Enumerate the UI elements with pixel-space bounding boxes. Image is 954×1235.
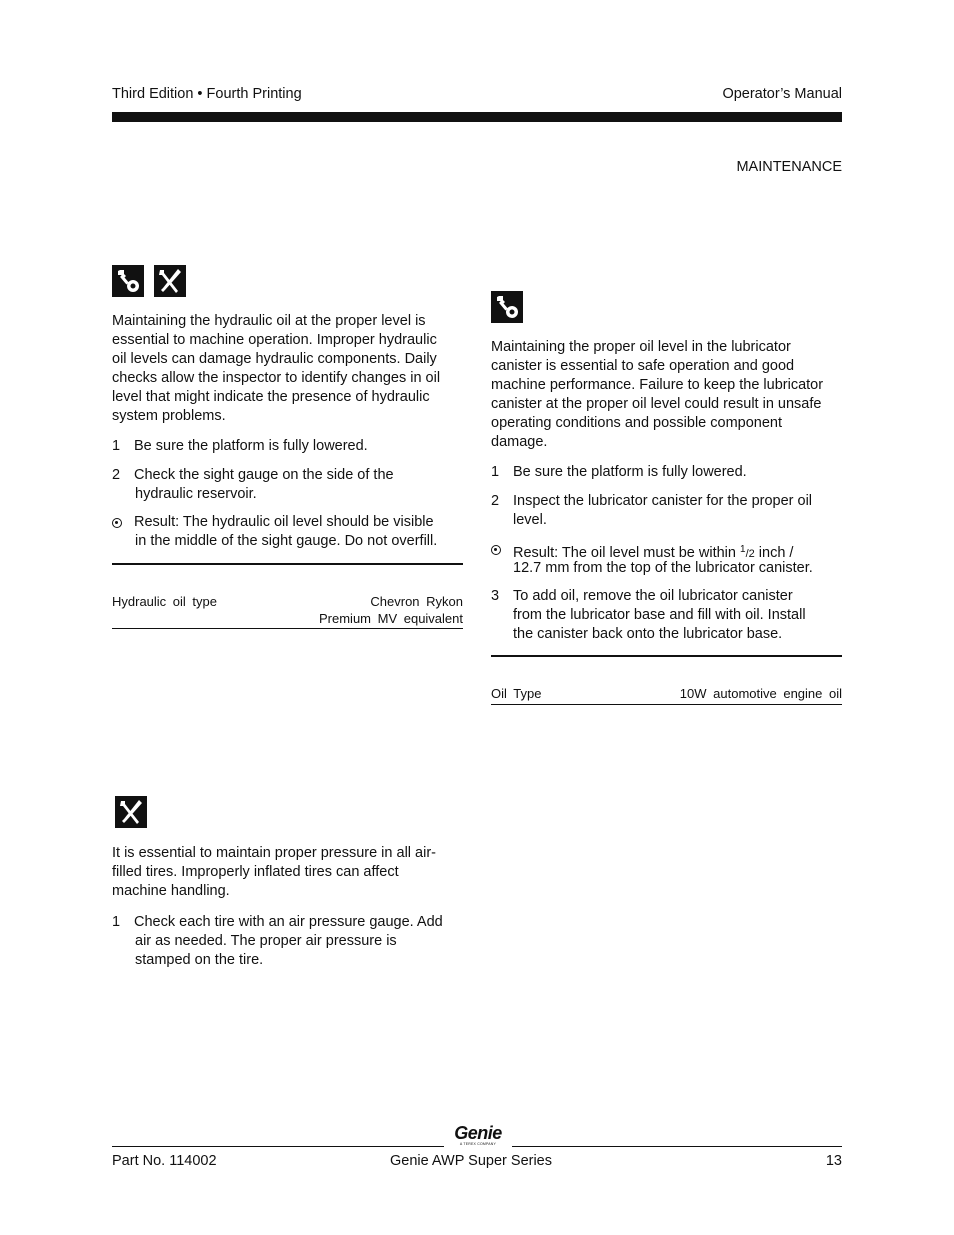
lubricator-step-3: 3 To add oil, remove the oil lubricator canister from the lubricator base and fill with oil. Install the canister back onto the lubricator base. [491,588,806,642]
footer-rule-left [112,1146,444,1147]
lubricator-intro: Maintaining the proper oil level in the lubricator canister is essential to safe operation and good machine performance. Failure to keep the lubricator canister at the proper oil level could result in unsafe operating conditions and possible component damage. [491,339,824,450]
result-icon [491,545,501,555]
wrench-gear-icon [112,265,144,297]
manual-title: Operator’s Manual [722,86,842,102]
tires-step-1: 1 Check each tire with an air pressure gauge. Add air as needed. The proper air pressure is stamped on the tire. [112,914,443,968]
wrench-screwdriver-icon [154,265,186,297]
lubricator-result: Result: The oil level must be within $^1$/2 inch / 12.7 mm from the top of the lubricator canister. [491,540,846,580]
footer-rule-right [512,1146,842,1147]
lubricator-table-top-rule [491,655,842,657]
lubricator-step-2: 2 Inspect the lubricator canister for the proper oil level. [491,493,813,528]
hydraulic-result: Result: The hydraulic oil level should be visible in the middle of the sight gauge. Do not overfill. [112,513,472,553]
hydraulic-table-top-rule [112,563,463,565]
hydraulic-oil-type-label: Hydraulic oil type [112,594,217,609]
series-name: Genie AWP Super Series [390,1153,552,1169]
section-title: MAINTENANCE [736,159,842,175]
header-rule [112,112,842,122]
wrench-gear-icon [491,291,523,323]
lubricator-oil-type-value: 10W automotive engine oil [679,686,842,701]
page-number: 13 [825,1153,842,1169]
hydraulic-step-2: 2 Check the sight gauge on the side of the hydraulic reservoir. [112,467,394,502]
lubricator-table-bottom-rule [491,704,842,705]
hydraulic-intro: Maintaining the hydraulic oil at the proper level is essential to machine operation. Improper hydraulic oil levels can damage hydraulic components. Daily checks allow the inspector to identify changes in oil level that might indicate the presence of hydraulic system problems. [112,313,441,424]
tires-intro: It is essential to maintain proper pressure in all air- filled tires. Improperly inflated tires can affect machine handling. [112,845,436,899]
genie-logo: Genie A TEREX COMPANY [454,1123,502,1146]
wrench-screwdriver-icon [115,796,147,828]
part-number: Part No. 114002 [112,1153,217,1169]
lubricator-oil-type-label: Oil Type [491,686,542,701]
result-icon [112,518,122,528]
hydraulic-table-bottom-rule [112,628,463,629]
edition-text: Third Edition • Fourth Printing [112,86,302,102]
hydraulic-oil-type-value: Chevron Rykon Premium MV equivalent [319,594,463,626]
